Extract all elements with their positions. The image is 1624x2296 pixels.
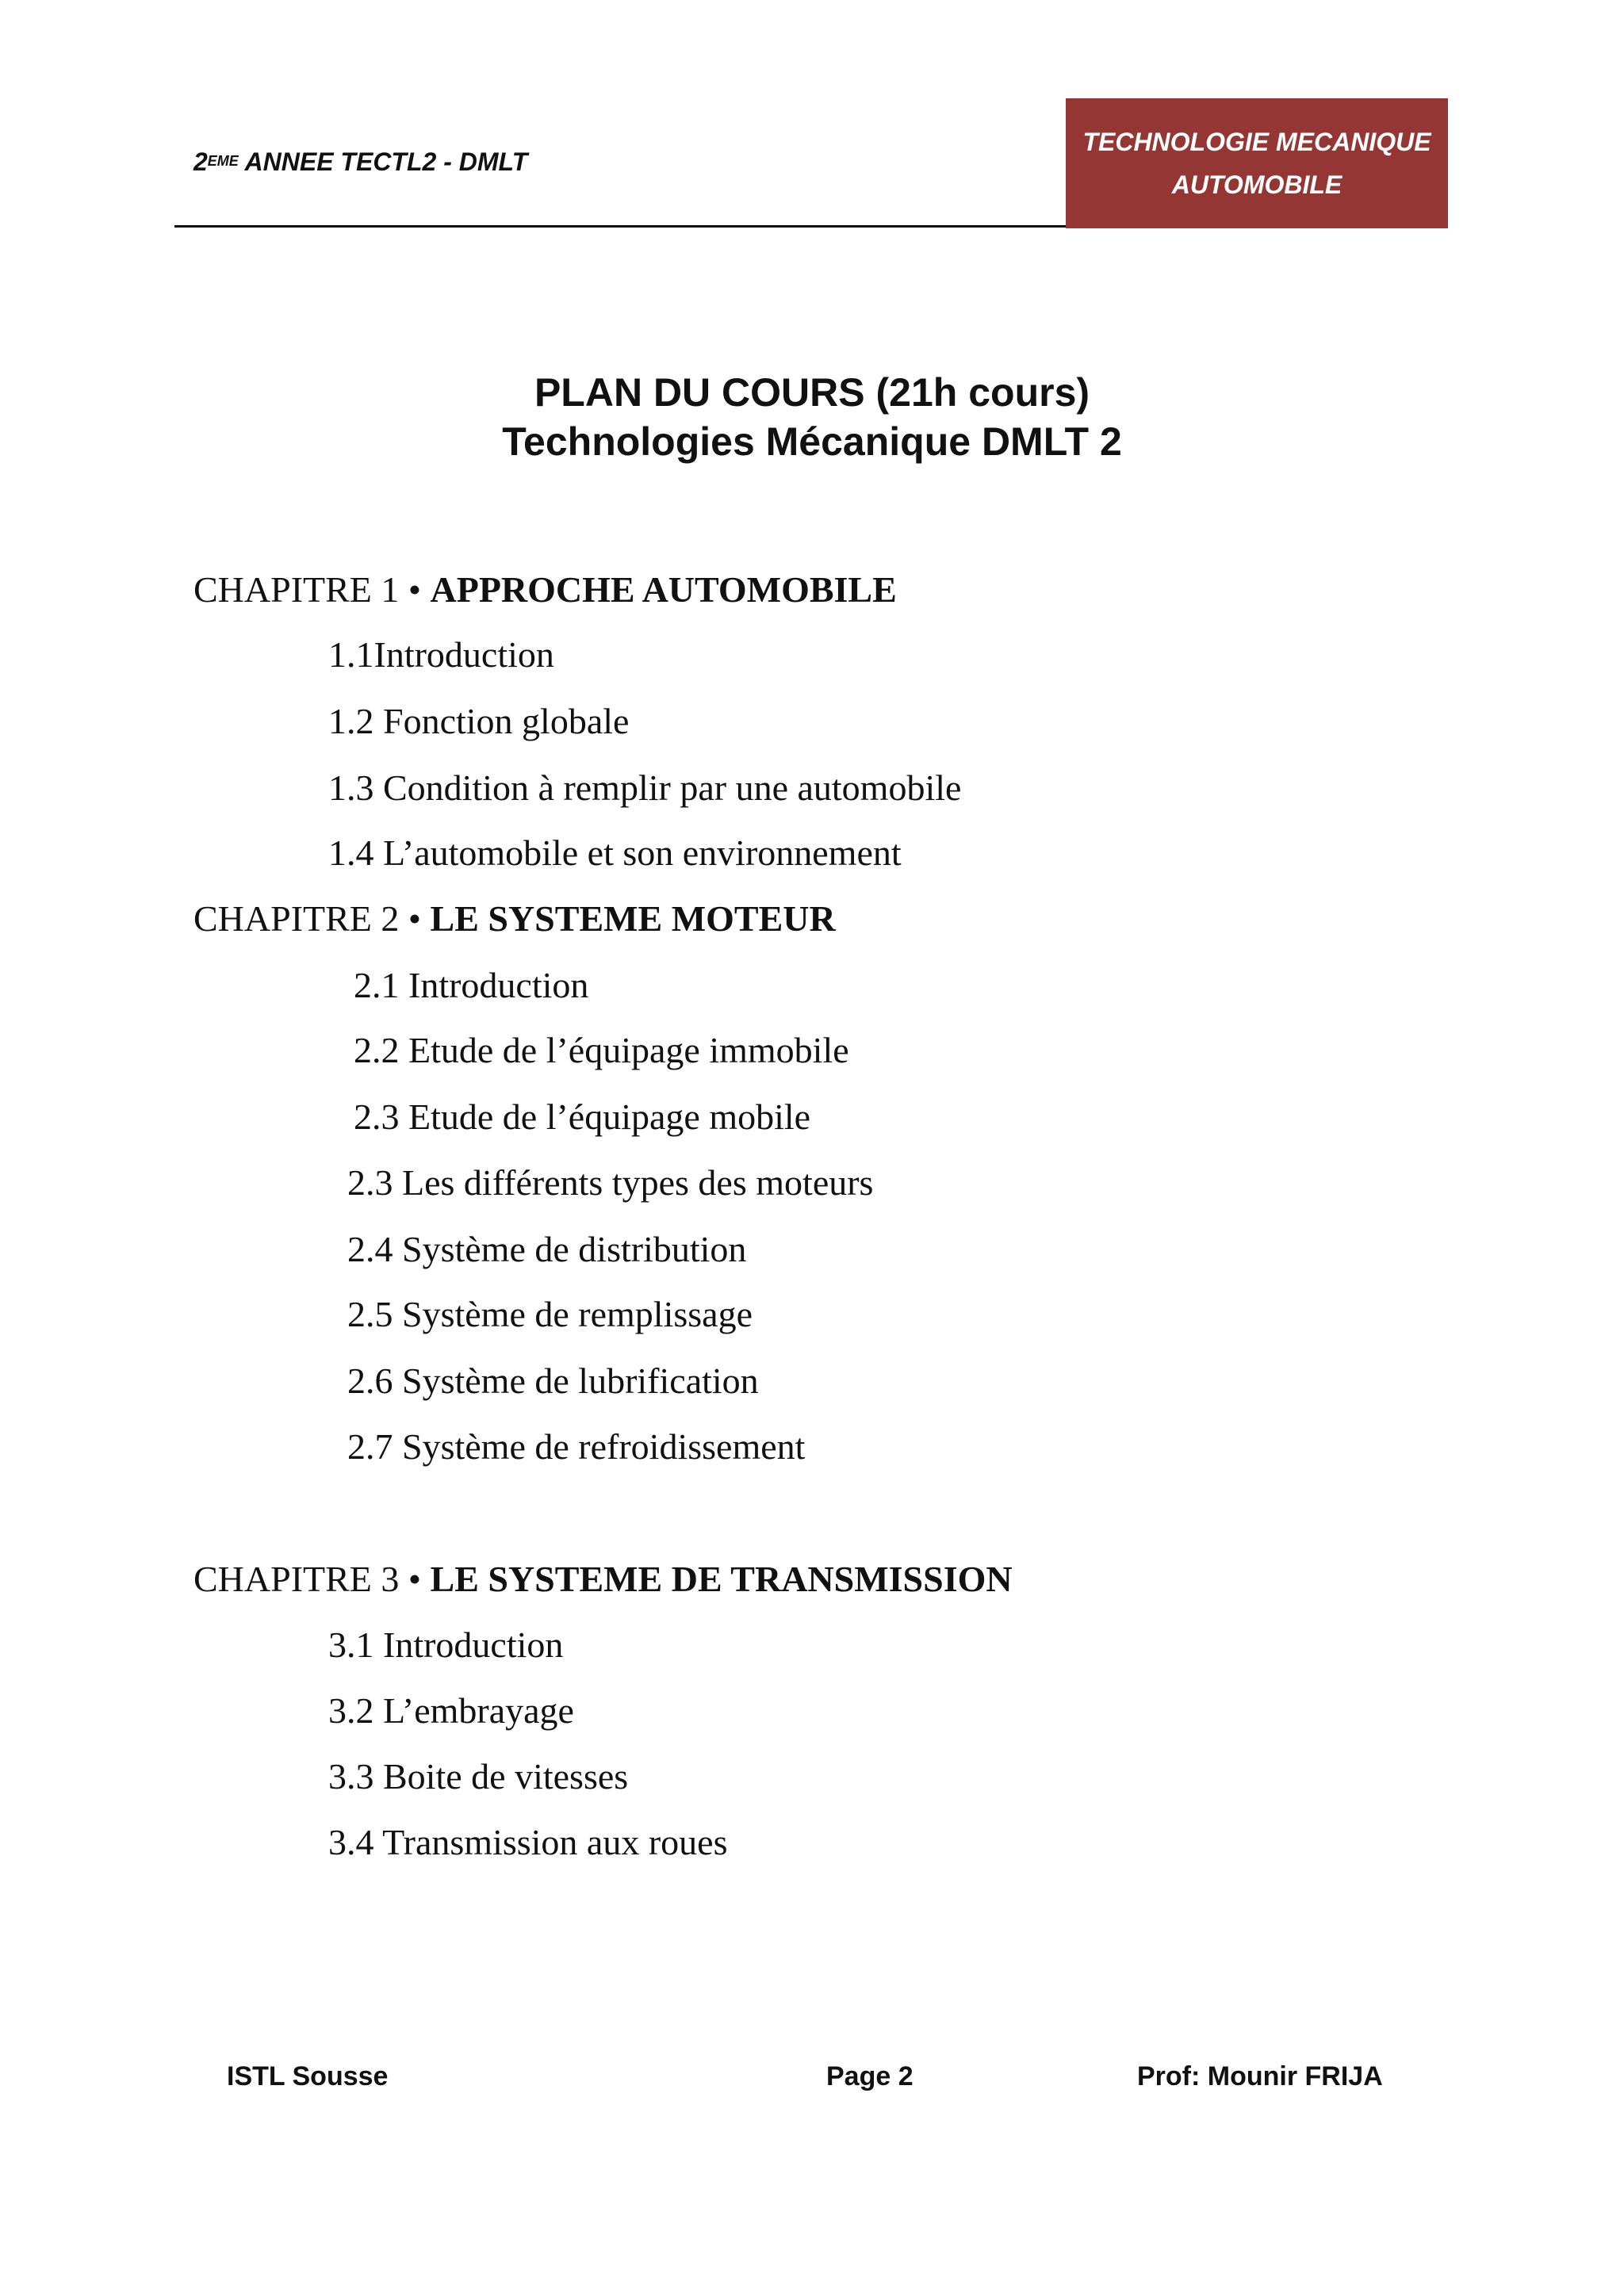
header-program: ANNEE TECTL2 - DMLT (238, 147, 528, 176)
toc-item-3-2: 3.2 L’embrayage (328, 1690, 574, 1731)
footer-page-number: Page 2 (826, 2061, 914, 2091)
chapter-1-title: APPROCHE AUTOMOBILE (430, 569, 897, 610)
chapter-3-prefix: CHAPITRE 3 • (193, 1559, 431, 1599)
toc-item-3-4: 3.4 Transmission aux roues (328, 1822, 728, 1862)
toc-item-2-5: 2.5 Système de remplissage (347, 1294, 753, 1334)
chapter-2-heading (193, 897, 836, 941)
toc-item-1-2: 1.2 Fonction globale (328, 701, 630, 741)
footer-author: Prof: Mounir FRIJA (1137, 2061, 1383, 2091)
header-subject-line1: TECHNOLOGIE MECANIQUE (1082, 128, 1431, 156)
toc-item-2-2: 2.2 Etude de l’équipage immobile (354, 1030, 849, 1070)
toc-item-2-6: 2.6 Système de lubrification (347, 1360, 759, 1401)
header-year: 2 (193, 147, 208, 176)
toc-item-1-1: 1.1Introduction (328, 634, 554, 675)
chapter-2-prefix: CHAPITRE 2 • (193, 898, 431, 939)
toc-item-3-3: 3.3 Boite de vitesses (328, 1756, 629, 1797)
header-subject-line2: AUTOMOBILE (1171, 170, 1342, 199)
toc-item-1-4: 1.4 L’automobile et son environnement (328, 832, 902, 873)
page-title: PLAN DU COURS (21h cours) (534, 370, 1090, 415)
chapter-1-heading (193, 568, 897, 612)
header-rule (174, 225, 1066, 228)
toc-item-2-3: 2.3 Etude de l’équipage mobile (354, 1096, 811, 1137)
chapter-1-prefix: CHAPITRE 1 • (193, 569, 431, 610)
chapter-3-title: LE SYSTEME DE TRANSMISSION (430, 1559, 1013, 1599)
toc-item-2-1: 2.1 Introduction (354, 965, 589, 1005)
header-course-label (193, 147, 527, 177)
page-subtitle: Technologies Mécanique DMLT 2 (502, 419, 1122, 464)
toc-item-2-3b: 2.3 Les différents types des moteurs (347, 1162, 874, 1203)
toc-item-1-3: 1.3 Condition à remplir par une automobile (328, 767, 962, 808)
toc-item-3-1: 3.1 Introduction (328, 1624, 564, 1665)
toc-item-2-7: 2.7 Système de refroidissement (347, 1426, 806, 1467)
chapter-2-title: LE SYSTEME MOTEUR (430, 898, 836, 939)
toc-item-2-4: 2.4 Système de distribution (347, 1229, 747, 1269)
footer-institution: ISTL Sousse (227, 2061, 389, 2091)
header-year-suffix: EME (207, 153, 239, 169)
header-subject-box (1066, 98, 1448, 228)
chapter-3-heading (193, 1557, 1013, 1601)
